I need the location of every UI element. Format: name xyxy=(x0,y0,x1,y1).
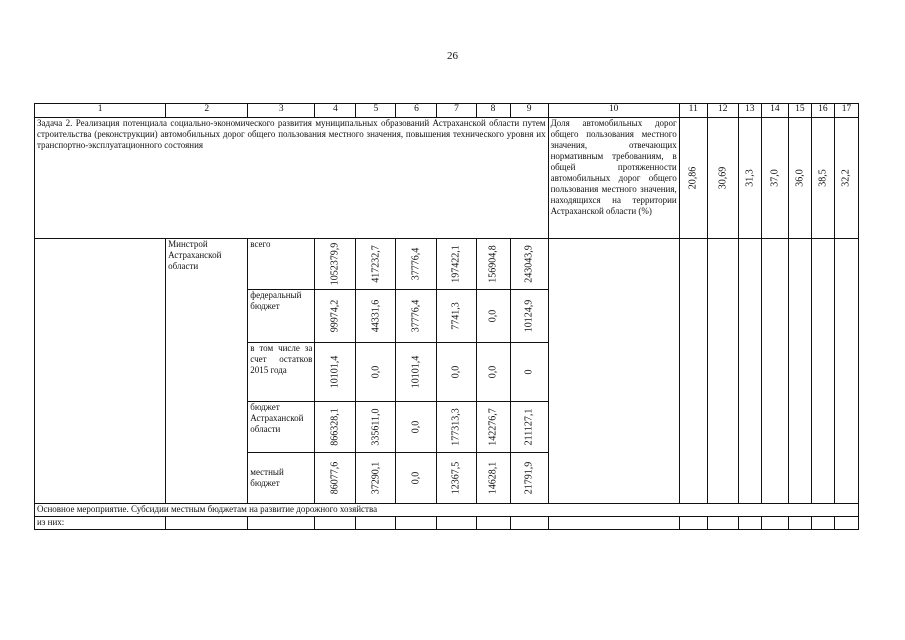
funding-value xyxy=(510,453,548,504)
value-text: 177313,3 xyxy=(450,408,462,446)
funding-value xyxy=(437,402,476,453)
value-text: 211127,1 xyxy=(523,408,535,446)
value-text: 1052379,9 xyxy=(329,242,341,286)
funding-category: федеральный бюджет xyxy=(248,290,315,343)
header-cell: 4 xyxy=(315,104,356,118)
indicator-value xyxy=(707,118,738,239)
value-text: 417232,7 xyxy=(370,245,382,283)
header-cell: 14 xyxy=(761,104,788,118)
header-cell: 16 xyxy=(811,104,834,118)
funding-value xyxy=(476,402,510,453)
main-event-title: Основное мероприятие. Субсидии местным бюджетам на развитие дорожного хозяйства xyxy=(35,504,859,517)
empty-cell xyxy=(166,517,248,530)
empty-cell xyxy=(679,517,707,530)
funding-value xyxy=(356,343,396,402)
executor: Минстрой Астраханской области xyxy=(166,239,248,504)
funding-value xyxy=(315,402,356,453)
program-table xyxy=(34,103,859,530)
value-text: 0 xyxy=(523,369,535,375)
indicator-description: Доля автомобильных дорог общего пользования местного значения, отвечающих нормативным требованиям, в общей протяженности автомобильных дорог общего пользования местного значения, находящихся на территории Астраханской области (%) xyxy=(548,118,679,239)
funding-value xyxy=(396,453,437,504)
empty-cell xyxy=(548,517,679,530)
funding-value xyxy=(476,290,510,343)
value-text: 0,0 xyxy=(487,365,499,379)
header-cell: 10 xyxy=(548,104,679,118)
funding-category: всего xyxy=(248,239,315,290)
value-text: 36,0 xyxy=(794,169,806,187)
funding-value xyxy=(315,343,356,402)
empty-cell xyxy=(788,239,811,504)
value-text: 31,3 xyxy=(744,169,756,187)
funding-value xyxy=(510,290,548,343)
funding-value xyxy=(396,239,437,290)
value-text: 197422,1 xyxy=(450,245,462,283)
empty-cell xyxy=(761,239,788,504)
funding-category: бюджет Астраханской области xyxy=(248,402,315,453)
empty-cell xyxy=(738,517,761,530)
header-cell: 1 xyxy=(35,104,166,118)
empty-cell xyxy=(707,517,738,530)
value-text: 0,0 xyxy=(410,471,422,485)
empty-cell xyxy=(476,517,510,530)
funding-value xyxy=(510,343,548,402)
empty-cell xyxy=(510,517,548,530)
main-event-row xyxy=(35,504,859,517)
of-them-label: из них: xyxy=(35,517,166,530)
funding-value xyxy=(356,290,396,343)
empty-cell xyxy=(437,517,476,530)
funding-value xyxy=(356,402,396,453)
empty-cell xyxy=(707,239,738,504)
funding-value xyxy=(396,343,437,402)
funding-category: в том числе за счет остатков 2015 года xyxy=(248,343,315,402)
header-cell: 8 xyxy=(476,104,510,118)
indicator-value xyxy=(834,118,858,239)
funding-value xyxy=(437,290,476,343)
header-cell: 3 xyxy=(248,104,315,118)
funding-value xyxy=(437,343,476,402)
value-text: 243043,9 xyxy=(523,245,535,283)
task-description: Задача 2. Реализация потенциала социально-экономического развития муниципальных образований Астраханской области путем строительства (реконструкции) автомобильных дорог общего пользования местного значения, повышения технического уровня их транспортно-эксплуатационного состояния xyxy=(35,118,549,239)
funding-value xyxy=(510,239,548,290)
value-text: 0,0 xyxy=(450,365,462,379)
empty-cell xyxy=(834,517,858,530)
value-text: 99974,2 xyxy=(329,299,341,333)
value-text: 0,0 xyxy=(487,309,499,323)
funding-value xyxy=(476,453,510,504)
empty-cell xyxy=(548,239,679,504)
funding-category: местный бюджет xyxy=(248,453,315,504)
value-text: 37776,4 xyxy=(410,299,422,333)
funding-value xyxy=(510,402,548,453)
value-text: 14628,1 xyxy=(487,461,499,495)
value-text: 10101,4 xyxy=(329,355,341,389)
value-text: 335611,0 xyxy=(370,408,382,446)
header-cell: 11 xyxy=(679,104,707,118)
indicator-value xyxy=(788,118,811,239)
empty-cell xyxy=(679,239,707,504)
empty-cell xyxy=(738,239,761,504)
funding-value xyxy=(315,239,356,290)
value-text: 32,2 xyxy=(840,169,852,187)
empty-cell xyxy=(315,517,356,530)
value-text: 21791,9 xyxy=(523,461,535,495)
indicator-value xyxy=(738,118,761,239)
header-cell: 5 xyxy=(356,104,396,118)
value-text: 37290,1 xyxy=(370,461,382,495)
value-text: 7741,3 xyxy=(450,302,462,330)
header-cell: 6 xyxy=(396,104,437,118)
indicator-value xyxy=(811,118,834,239)
header-cell: 17 xyxy=(834,104,858,118)
header-cell: 2 xyxy=(166,104,248,118)
value-text: 0,0 xyxy=(370,365,382,379)
empty-cell xyxy=(811,239,834,504)
funding-value xyxy=(437,239,476,290)
funding-value xyxy=(315,290,356,343)
funding-value xyxy=(356,239,396,290)
funding-value xyxy=(315,453,356,504)
value-text: 866328,1 xyxy=(329,408,341,446)
header-cell: 7 xyxy=(437,104,476,118)
header-cell: 9 xyxy=(510,104,548,118)
funding-value xyxy=(356,453,396,504)
header-cell: 15 xyxy=(788,104,811,118)
empty-cell xyxy=(396,517,437,530)
empty-cell xyxy=(834,239,858,504)
empty-cell xyxy=(35,239,166,504)
funding-value xyxy=(476,343,510,402)
value-text: 37,0 xyxy=(769,169,781,187)
funding-value xyxy=(437,453,476,504)
funding-row xyxy=(35,239,859,290)
empty-cell xyxy=(811,517,834,530)
value-text: 86077,6 xyxy=(329,461,341,495)
funding-value xyxy=(396,402,437,453)
value-text: 10101,4 xyxy=(410,355,422,389)
funding-value xyxy=(396,290,437,343)
indicator-value xyxy=(761,118,788,239)
value-text: 12367,5 xyxy=(450,461,462,495)
task-row xyxy=(35,118,859,239)
value-text: 38,5 xyxy=(817,169,829,187)
value-text: 20,86 xyxy=(687,166,699,190)
of-them-row xyxy=(35,517,859,530)
page-number: 26 xyxy=(447,50,458,62)
funding-value xyxy=(476,239,510,290)
value-text: 30,69 xyxy=(717,166,729,190)
header-cell: 12 xyxy=(707,104,738,118)
empty-cell xyxy=(356,517,396,530)
empty-cell xyxy=(788,517,811,530)
value-text: 156904,8 xyxy=(487,245,499,283)
value-text: 44331,6 xyxy=(370,299,382,333)
empty-cell xyxy=(761,517,788,530)
value-text: 10124,9 xyxy=(523,299,535,333)
value-text: 142276,7 xyxy=(487,408,499,446)
value-text: 37776,4 xyxy=(410,247,422,281)
empty-cell xyxy=(248,517,315,530)
value-text: 0,0 xyxy=(410,420,422,434)
header-row xyxy=(35,104,859,118)
header-cell: 13 xyxy=(738,104,761,118)
indicator-value xyxy=(679,118,707,239)
